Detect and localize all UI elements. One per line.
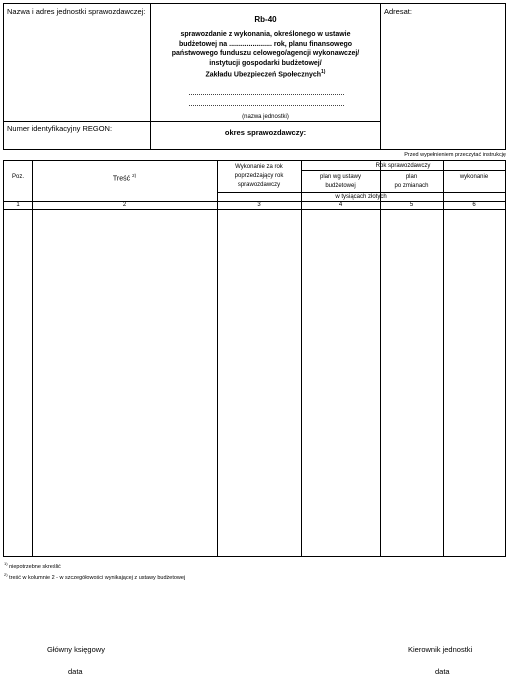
period-divider — [151, 121, 380, 122]
column-number: 3 — [257, 202, 261, 208]
period-label: okres sprawozdawczy: — [224, 128, 307, 137]
reporting-unit-section — [4, 4, 151, 149]
regon-label: Numer identyfikacyjny REGON: — [7, 124, 113, 133]
report-table — [3, 160, 506, 557]
unit-name-line — [189, 94, 344, 95]
column-divider — [301, 161, 302, 556]
form-title-section — [151, 4, 380, 149]
unit-head-date: data — [435, 667, 450, 676]
column-number: 2 — [122, 202, 127, 208]
column-divider — [217, 161, 218, 556]
unit-name-caption: (nazwa jednostki) — [242, 114, 289, 120]
column-divider — [443, 161, 444, 556]
header-plan-act: plan wg ustawy budżetowej — [319, 174, 362, 189]
description-line: sprawozdanie z wykonania, określonego w ustawie — [180, 31, 351, 38]
description-line-last: Zakładu Ubezpieczeń Społecznych$^{1)}$ — [205, 69, 326, 79]
footnote-marker: 1) — [321, 69, 326, 75]
footnote-2: $^{2)}$ treść w kolumnie 2 - w szczegółowości wynikającej z ustawy budżetowej — [4, 572, 186, 581]
chief-accountant-date: data — [68, 667, 83, 676]
column-number: 1 — [16, 202, 20, 208]
column-divider — [380, 161, 381, 556]
instruction-note: Przed wypełnieniem przeczytać instrukcję — [404, 152, 506, 158]
header-poz: Poz. — [11, 174, 24, 180]
description-line: instytucji gospodarki budżetowej/ — [209, 59, 322, 67]
form-code: Rb-40 — [254, 15, 277, 24]
footnote-marker: 2) — [132, 173, 137, 178]
addressee-section — [380, 4, 505, 149]
unit-name-label: Nazwa i adres jednostki sprawozdawczej: — [7, 7, 146, 16]
header-tresc: Treść $^{2)}$ — [112, 173, 137, 183]
column-number: 6 — [472, 202, 476, 208]
description-line: budżetowej na ...................... rok, planu finansowego — [178, 40, 353, 48]
addressee-label: Adresat: — [384, 7, 412, 16]
header-plan-changes: plan po zmianach — [394, 174, 429, 189]
header-reporting-year: Rok sprawozdawczy — [375, 163, 431, 169]
footnote-1: $^{1)}$ niepotrzebne skreślić — [4, 561, 61, 570]
unit-head-label: Kierownik jednostki — [408, 645, 473, 654]
report-header — [3, 3, 506, 150]
column-number: 5 — [409, 202, 414, 208]
form-description — [151, 30, 380, 80]
content-entry-area[interactable] — [32, 210, 217, 556]
unit-note: w tysiącach złotych — [335, 194, 387, 200]
chief-accountant-label: Główny księgowy — [47, 645, 105, 654]
description-line: państwowego funduszu celowego/agencji wykonawczej/ — [171, 50, 360, 57]
regon-divider — [4, 121, 150, 122]
header-prev-year: Wykonanie za rok poprzedzający rok sprawozdawczy — [234, 164, 284, 188]
header-execution: wykonanie — [459, 174, 489, 180]
unit-name-line — [189, 105, 344, 106]
column-number: 4 — [338, 202, 343, 208]
group-header-divider — [301, 170, 505, 171]
